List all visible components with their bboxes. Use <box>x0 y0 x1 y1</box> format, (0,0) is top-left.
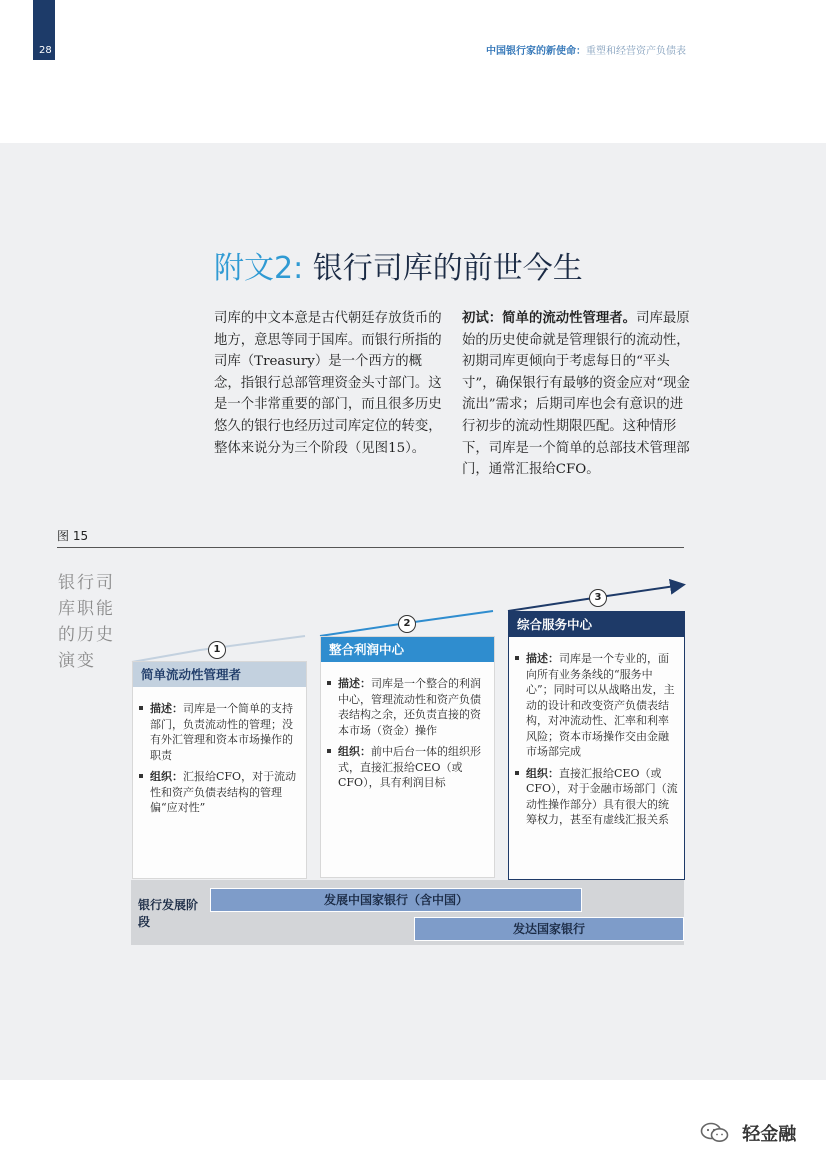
stage-bullets-1 <box>133 687 306 816</box>
stage-title-1: 简单流动性管理者 <box>133 661 306 687</box>
band-developed-banks: 发达国家银行 <box>414 917 684 941</box>
stage-card-2 <box>320 636 495 878</box>
stage-card-3 <box>508 611 685 880</box>
wechat-icon <box>700 1122 730 1144</box>
bullet-label: 组织： <box>150 770 183 783</box>
footer-brand <box>700 1120 796 1150</box>
stage-number-2: 2 <box>398 615 416 633</box>
bullet-label: 描述： <box>150 702 183 715</box>
bullet-text: 司库是一个专业的，面向所有业务条线的“服务中心”；同时可以从战略出发，主动的设计和改变资产负债表结构，对冲流动性、汇率和利率风险；资本市场操作交由金融市场部完成 <box>526 652 675 758</box>
running-head-title: 中国银行家的新使命： <box>486 46 586 57</box>
stage-2-description <box>327 676 488 738</box>
bullet-label: 组织： <box>338 745 371 758</box>
stage-2-organization <box>327 744 488 791</box>
footer-brand-name: 轻金融 <box>742 1124 797 1145</box>
body-lead: 初试：简单的流动性管理者。 <box>462 310 637 326</box>
stage-title-3: 综合服务中心 <box>509 612 684 637</box>
stage-bullets-3 <box>509 637 684 828</box>
figure-side-title: 银行司库职能的历史演变 <box>58 573 115 671</box>
bullet-label: 描述： <box>338 677 371 690</box>
stage-number-3: 3 <box>589 589 607 607</box>
figure-label: 图 15 <box>57 529 89 543</box>
appendix-title-prefix: 附文2: <box>214 251 304 286</box>
stage-title-2: 整合利润中心 <box>321 637 494 662</box>
stage-3-description <box>515 651 678 760</box>
development-stage-label: 银行发展阶段 <box>138 898 199 929</box>
body-right-text: 司库最原始的历史使命就是管理银行的流动性，初期司库更倾向于考虑每日的“平头寸”，确保银行有最够的资金应对“现金流出”需求；后期司库也会有意识的进行初步的流动性期限匹配。这种情形下，司库是一个简单的总部技术管理部门，通常汇报给CFO。 <box>462 311 690 478</box>
stage-1-description <box>139 701 300 763</box>
bullet-text: 汇报给CFO，对于流动性和资产负债表结构的管理偏“应对性” <box>150 770 297 814</box>
bullet-text: 司库是一个整合的利润中心，管理流动性和资产负债表结构之余，还负责直接的资本市场（资金）操作 <box>338 677 481 737</box>
stage-number-1: 1 <box>208 641 226 659</box>
stage-3-organization <box>515 766 678 828</box>
body-text-left: 司库的中文本意是古代朝廷存放货币的地方，意思等同于国库。而银行所指的司库（Treasury）是一个西方的概念，指银行总部管理资金头寸部门。这是一个非常重要的部门，而且很多历史悠久的银行也经历过司库定位的转变，整体来说分为三个阶段（见图15）。 <box>214 311 442 456</box>
band-developing-banks: 发展中国家银行（含中国） <box>210 888 582 912</box>
bullet-label: 描述： <box>526 652 559 665</box>
bullet-text: 直接汇报给CEO（或CFO），对于金融市场部门（流动性操作部分）具有很大的统筹权力，甚至有虚线汇报关系 <box>526 766 678 826</box>
stage-1-organization <box>139 769 300 816</box>
stage-card-1 <box>132 661 307 879</box>
running-head-subtitle: 重塑和经营资产负债表 <box>586 46 686 57</box>
page-number: 28 <box>39 45 52 56</box>
stage-bullets-2 <box>321 662 494 791</box>
bullet-text: 前中后台一体的组织形式，直接汇报给CEO（或CFO），具有利润目标 <box>338 745 481 789</box>
bullet-text: 司库是一个简单的支持部门，负责流动性的管理；没有外汇管理和资本市场操作的职责 <box>150 702 293 762</box>
bullet-label: 组织： <box>526 766 559 780</box>
appendix-title-main: 银行司库的前世今生 <box>312 251 583 286</box>
